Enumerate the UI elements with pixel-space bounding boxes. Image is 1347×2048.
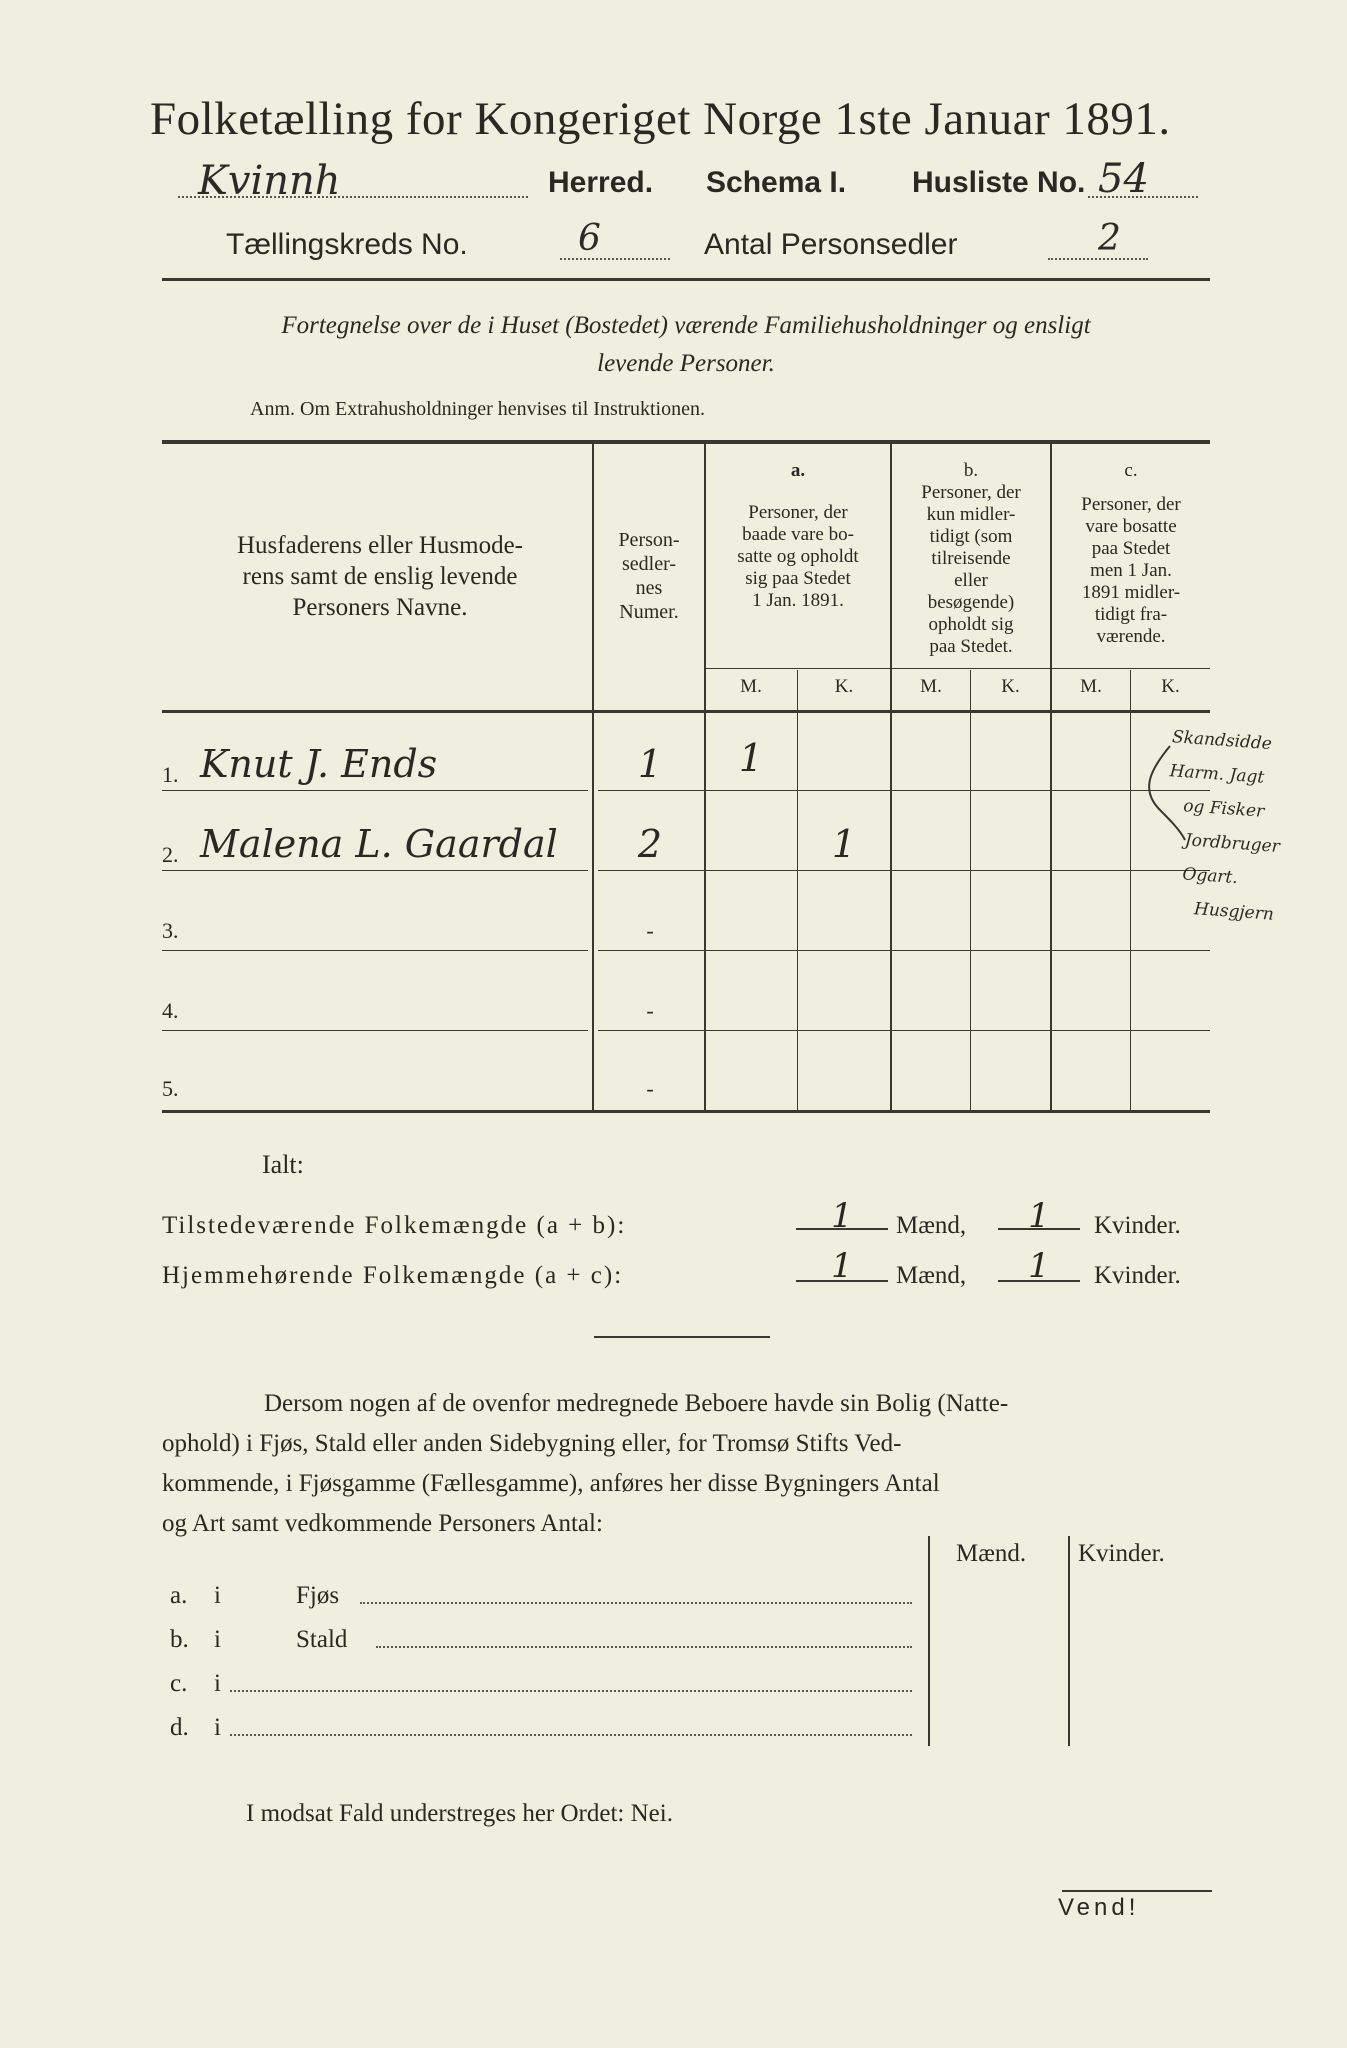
table-header-rule xyxy=(162,710,1210,713)
row-line xyxy=(598,950,1210,951)
col-name-header: Husfaderens eller Husmode- rens samt de enslig levende Personers Navne. xyxy=(236,532,523,621)
row-line xyxy=(598,790,1210,791)
bottom-col-divider-2 xyxy=(1068,1536,1070,1746)
col-c-header: Personer, der vare bosatte paa Stedet men 1 Jan. 1891 midler- tidigt fra- værende. xyxy=(1081,494,1181,647)
hjemme-m-value: 1 xyxy=(831,1246,853,1286)
row-name: Malena L. Gaardal xyxy=(200,822,558,866)
row-seddel: - xyxy=(646,918,654,943)
kvinder-col-label: Kvinder. xyxy=(1078,1540,1165,1567)
header-rule xyxy=(162,278,1210,281)
c-k-label: K. xyxy=(1161,676,1180,697)
table-top-rule xyxy=(162,440,1210,444)
item-letter: b. xyxy=(170,1626,189,1653)
tilstede-k-value: 1 xyxy=(1028,1196,1050,1236)
row-line xyxy=(162,1030,588,1031)
item-i: i xyxy=(214,1714,221,1741)
item-label: Fjøs xyxy=(296,1582,340,1609)
row-name: Knut J. Ends xyxy=(200,742,438,786)
antal-label: Antal Personsedler xyxy=(704,228,958,261)
row-a-k: 1 xyxy=(831,822,857,866)
b-k-label: K. xyxy=(1001,676,1020,697)
vend-rule xyxy=(1062,1890,1212,1892)
vend-label: Vend! xyxy=(1058,1894,1140,1921)
col-num-header: Person- sedler- nes Numer. xyxy=(618,529,680,623)
kreds-value: 6 xyxy=(578,218,601,259)
col-b-letter: b. xyxy=(963,460,979,481)
hjemme-label: Hjemmehørende Folkemængde (a + c): xyxy=(162,1262,624,1289)
ialt-label: Ialt: xyxy=(262,1150,304,1179)
nei-instruction: I modsat Fald understreges her Ordet: Nei. xyxy=(246,1800,673,1827)
col-a-letter: a. xyxy=(790,460,806,481)
kreds-field xyxy=(560,218,670,264)
item-dots xyxy=(230,1690,912,1692)
table-bottom-rule xyxy=(162,1110,1210,1113)
bracket-mark xyxy=(1130,740,1190,850)
row-a-m: 1 xyxy=(738,736,764,780)
item-label: Stald xyxy=(296,1626,348,1653)
tilstede-kvinder: Kvinder. xyxy=(1094,1212,1181,1239)
row-seddel: 1 xyxy=(637,742,663,786)
herred-label: Herred. xyxy=(548,166,654,199)
row-line xyxy=(162,870,588,871)
husliste-field xyxy=(1088,156,1198,202)
item-dots xyxy=(230,1734,912,1736)
a-m-label: M. xyxy=(740,676,762,697)
row-line xyxy=(162,950,588,951)
form-title: Folketælling for Kongeriget Norge 1ste Januar 1891. xyxy=(150,93,1171,145)
row-number: 2. xyxy=(162,842,179,867)
b-m-label: M. xyxy=(920,676,942,697)
item-i: i xyxy=(214,1626,221,1653)
row-line xyxy=(162,790,588,791)
c-m-label: M. xyxy=(1080,676,1102,697)
tilstede-m-value: 1 xyxy=(831,1196,853,1236)
hjemme-maend: Mænd, xyxy=(896,1262,967,1289)
tilstede-label: Tilstedeværende Folkemængde (a + b): xyxy=(162,1212,627,1239)
item-dots xyxy=(376,1646,912,1648)
a-k-label: K. xyxy=(834,676,854,697)
col-c-letter: c. xyxy=(1124,460,1138,481)
item-dots xyxy=(360,1602,912,1604)
antal-field xyxy=(1048,218,1148,264)
col-divider-a-mk xyxy=(797,670,798,1110)
intro-line-2: levende Personer. xyxy=(597,350,775,377)
instructions-paragraph: Dersom nogen af de ovenfor medregnede Beboere havde sin Bolig (Natte- ophold) i Fjøs, Stald eller anden Sidebygning eller, for Tromsø Stifts Ved- kommende, i Fjøsgamme (Fællesgamme), anføres her disse Bygningers Antal og Art samt vedkommende Personers Antal: xyxy=(162,1390,1009,1537)
kreds-label: Tællingskreds No. xyxy=(226,228,468,261)
row-number: 5. xyxy=(162,1076,179,1101)
row-number: 3. xyxy=(162,918,179,943)
bottom-col-divider-1 xyxy=(928,1536,930,1746)
antal-value: 2 xyxy=(1098,218,1121,259)
item-i: i xyxy=(214,1670,221,1697)
husliste-label: Husliste No. xyxy=(912,166,1086,199)
hjemme-k-value: 1 xyxy=(1028,1246,1050,1286)
col-divider-b-mk xyxy=(970,670,971,1110)
divider-short xyxy=(594,1336,770,1338)
schema-label: Schema I. xyxy=(706,166,847,199)
tilstede-maend: Mænd, xyxy=(896,1212,967,1239)
hjemme-kvinder: Kvinder. xyxy=(1094,1262,1181,1289)
municipality-value: Kvinnh xyxy=(198,158,341,204)
municipality-field xyxy=(178,160,528,202)
item-i: i xyxy=(214,1582,221,1609)
husliste-value: 54 xyxy=(1098,156,1149,202)
margin-note: Skandsidde Harm. Jagt og Fisker Jordbruger Ogart. Husgjern xyxy=(1169,727,1281,925)
row-seddel: - xyxy=(646,998,654,1023)
row-line xyxy=(598,870,1210,871)
col-divider-c-mk xyxy=(1130,670,1131,1110)
item-letter: a. xyxy=(170,1582,188,1609)
row-line xyxy=(598,1030,1210,1031)
col-a-header: Personer, der baade vare bo- satte og opholdt sig paa Stedet 1 Jan. 1891. xyxy=(737,502,859,611)
col-b-header: Personer, der kun midler- tidigt (som tilreisende eller besøgende) opholdt sig paa Stedet. xyxy=(921,482,1021,657)
mk-rule xyxy=(706,668,1210,669)
anm-note: Anm. Om Extrahusholdninger henvises til Instruktionen. xyxy=(250,398,705,420)
row-number: 4. xyxy=(162,998,179,1023)
maend-col-label: Mænd. xyxy=(956,1540,1027,1567)
row-seddel: - xyxy=(646,1076,654,1101)
item-letter: d. xyxy=(170,1714,189,1741)
intro-line-1: Fortegnelse over de i Huset (Bostedet) værende Familiehusholdninger og ensligt xyxy=(281,312,1091,339)
row-number: 1. xyxy=(162,762,179,787)
row-seddel: 2 xyxy=(637,822,663,866)
item-letter: c. xyxy=(170,1670,188,1697)
